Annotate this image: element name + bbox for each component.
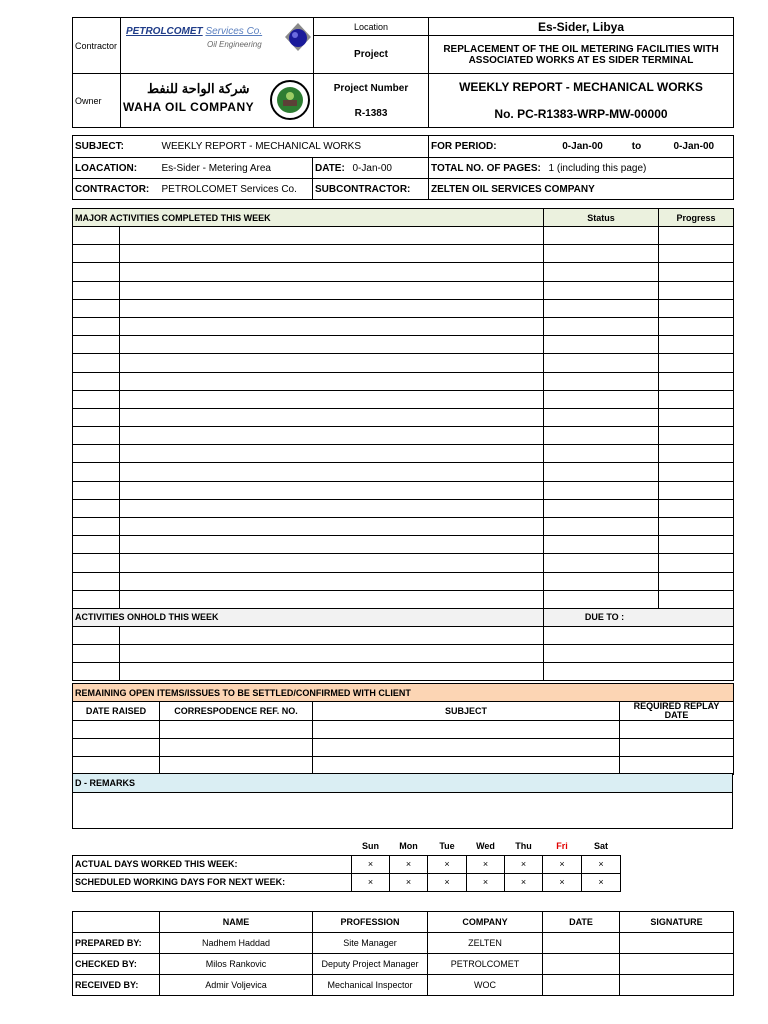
activity-status-cell[interactable] — [544, 390, 659, 408]
activity-status-cell[interactable] — [544, 317, 659, 335]
activity-progress-cell[interactable] — [659, 408, 734, 426]
activity-no-cell[interactable] — [73, 427, 120, 445]
activity-row — [73, 408, 734, 426]
period-label: FOR PERIOD: — [429, 136, 547, 158]
open-items-title: REMAINING OPEN ITEMS/ISSUES TO BE SETTLED/CONFIRMED WITH CLIENT — [73, 684, 734, 702]
col-subject: SUBJECT — [313, 702, 620, 721]
contractor-label: Contractor — [73, 18, 121, 74]
project-label: Project — [314, 36, 429, 74]
onhold-desc-cell[interactable] — [120, 644, 544, 662]
activity-no-cell[interactable] — [73, 590, 120, 608]
report-number: No. PC-R1383-WRP-MW-00000 — [494, 107, 668, 121]
activity-desc-cell[interactable] — [120, 554, 544, 572]
activity-no-cell[interactable] — [73, 263, 120, 281]
day-label-wed: Wed — [476, 840, 495, 851]
activity-progress-cell[interactable] — [659, 590, 734, 608]
pages-value: 1 (including this page) — [547, 158, 734, 179]
onhold-row — [73, 662, 734, 680]
activity-no-cell[interactable] — [73, 227, 120, 245]
activity-status-cell[interactable] — [544, 445, 659, 463]
project-number-value: R-1383 — [354, 107, 388, 119]
waha-emblem-icon — [269, 78, 311, 122]
onhold-due-cell[interactable] — [544, 644, 734, 662]
activity-progress-cell[interactable] — [659, 518, 734, 536]
activities-table — [72, 208, 734, 681]
activity-no-cell[interactable] — [73, 445, 120, 463]
onhold-row — [73, 644, 734, 662]
open-item-row — [73, 739, 734, 757]
activity-status-cell[interactable] — [544, 408, 659, 426]
activity-progress-cell[interactable] — [659, 536, 734, 554]
signature-company: WOC — [428, 975, 543, 996]
activity-progress-cell[interactable] — [659, 227, 734, 245]
open-item-reply-cell[interactable] — [620, 739, 734, 757]
activity-no-cell[interactable] — [73, 572, 120, 590]
col-signature: SIGNATURE — [620, 912, 734, 933]
activity-no-cell[interactable] — [73, 554, 120, 572]
signature-company: PETROLCOMET — [428, 954, 543, 975]
activity-status-cell[interactable] — [544, 463, 659, 481]
activity-status-cell[interactable] — [544, 281, 659, 299]
actual-days-label: ACTUAL DAYS WORKED THIS WEEK: — [73, 855, 352, 873]
activity-status-cell[interactable] — [544, 336, 659, 354]
open-item-subject-cell[interactable] — [313, 739, 620, 757]
remarks-table — [72, 773, 733, 829]
activity-no-cell[interactable] — [73, 299, 120, 317]
subject-value: WEEKLY REPORT - MECHANICAL WORKS — [160, 136, 429, 158]
col-profession: PROFESSION — [313, 912, 428, 933]
onhold-title: ACTIVITIES ONHOLD THIS WEEK — [73, 608, 544, 626]
col-correspondence-ref: CORRESPODENCE REF. NO. — [160, 702, 313, 721]
activity-row — [73, 518, 734, 536]
activity-no-cell[interactable] — [73, 281, 120, 299]
activity-progress-cell[interactable] — [659, 245, 734, 263]
activity-no-cell[interactable] — [73, 372, 120, 390]
period-to: 0-Jan-00 — [655, 136, 734, 158]
scheduled-day-mark-mon[interactable]: × — [390, 873, 428, 891]
activity-progress-cell[interactable] — [659, 390, 734, 408]
onhold-row — [73, 626, 734, 644]
activity-row — [73, 390, 734, 408]
activity-no-cell[interactable] — [73, 536, 120, 554]
remarks-field[interactable] — [73, 793, 733, 829]
owner-logo — [121, 74, 314, 128]
activity-status-cell[interactable] — [544, 354, 659, 372]
activity-no-cell[interactable] — [73, 408, 120, 426]
activity-row — [73, 445, 734, 463]
activity-progress-cell[interactable] — [659, 445, 734, 463]
open-item-subject-cell[interactable] — [313, 757, 620, 775]
activity-no-cell[interactable] — [73, 390, 120, 408]
period-from: 0-Jan-00 — [547, 136, 619, 158]
onhold-no-cell[interactable] — [73, 644, 120, 662]
activity-progress-cell[interactable] — [659, 336, 734, 354]
activity-row — [73, 590, 734, 608]
activity-row — [73, 336, 734, 354]
activity-progress-cell[interactable] — [659, 463, 734, 481]
activity-status-cell[interactable] — [544, 227, 659, 245]
activity-desc-cell[interactable] — [120, 299, 544, 317]
activity-row — [73, 572, 734, 590]
day-label-sun: Sun — [362, 840, 379, 851]
activity-desc-cell[interactable] — [120, 572, 544, 590]
activity-status-cell[interactable] — [544, 263, 659, 281]
activity-progress-cell[interactable] — [659, 281, 734, 299]
contractor-logo-name: PETROLCOMET — [126, 26, 203, 37]
subcontractor-value: ZELTEN OIL SERVICES COMPANY — [429, 179, 734, 200]
activity-no-cell[interactable] — [73, 499, 120, 517]
signature-name: Milos Rankovic — [160, 954, 313, 975]
actual-day-mark-sun[interactable]: × — [352, 855, 390, 873]
activity-status-cell[interactable] — [544, 590, 659, 608]
subcontractor-label: SUBCONTRACTOR: — [313, 179, 429, 200]
due-to-label: DUE TO : — [544, 608, 734, 626]
scheduled-day-mark-sat[interactable]: × — [582, 873, 621, 891]
days-table — [72, 837, 621, 892]
activity-row — [73, 536, 734, 554]
activity-status-cell[interactable] — [544, 499, 659, 517]
signature-role: PREPARED BY: — [73, 933, 160, 954]
signature-profession: Deputy Project Manager — [313, 954, 428, 975]
activity-desc-cell[interactable] — [120, 590, 544, 608]
activity-desc-cell[interactable] — [120, 354, 544, 372]
actual-day-mark-thu[interactable]: × — [505, 855, 543, 873]
activity-row — [73, 481, 734, 499]
col-required-reply-date: REQUIRED REPLAY DATE — [620, 702, 734, 721]
activity-desc-cell[interactable] — [120, 463, 544, 481]
open-item-reply-cell[interactable] — [620, 757, 734, 775]
signature-profession: Mechanical Inspector — [313, 975, 428, 996]
onhold-no-cell[interactable] — [73, 626, 120, 644]
contractor-logo-suffix: Services Co. — [205, 26, 263, 37]
activity-no-cell[interactable] — [73, 317, 120, 335]
onhold-no-cell[interactable] — [73, 662, 120, 680]
signature-row — [73, 933, 734, 954]
actual-day-mark-sat[interactable]: × — [582, 855, 621, 873]
scheduled-day-mark-sun[interactable]: × — [352, 873, 390, 891]
activity-desc-cell[interactable] — [120, 336, 544, 354]
contractor-logo — [121, 18, 314, 74]
contractor-logo-sub: Oil Engineering — [207, 40, 262, 49]
signature-name: Admir Voljevica — [160, 975, 313, 996]
open-item-ref-cell[interactable] — [160, 721, 313, 739]
day-label-thu: Thu — [515, 840, 532, 851]
date-value: 0-Jan-00 — [351, 158, 429, 179]
activity-status-cell[interactable] — [544, 518, 659, 536]
activity-progress-cell[interactable] — [659, 354, 734, 372]
activity-desc-cell[interactable] — [120, 245, 544, 263]
open-item-reply-cell[interactable] — [620, 721, 734, 739]
location-value: Es-Sider, Libya — [429, 18, 734, 36]
activity-row — [73, 317, 734, 335]
activity-desc-cell[interactable] — [120, 427, 544, 445]
activity-row — [73, 245, 734, 263]
major-activities-title: MAJOR ACTIVITIES COMPLETED THIS WEEK — [73, 209, 544, 227]
activity-status-cell[interactable] — [544, 427, 659, 445]
owner-logo-english: WAHA OIL COMPANY — [123, 100, 255, 114]
project-number-cell — [314, 74, 429, 128]
signature-date-cell[interactable] — [543, 933, 620, 954]
activity-desc-cell[interactable] — [120, 281, 544, 299]
contractor-info-label: CONTRACTOR: — [73, 179, 160, 200]
onhold-due-cell[interactable] — [544, 626, 734, 644]
scheduled-day-mark-wed[interactable]: × — [467, 873, 505, 891]
signature-name: Nadhem Haddad — [160, 933, 313, 954]
open-item-date-cell[interactable] — [73, 739, 160, 757]
open-item-ref-cell[interactable] — [160, 739, 313, 757]
open-item-date-cell[interactable] — [73, 757, 160, 775]
scheduled-day-mark-thu[interactable]: × — [505, 873, 543, 891]
signature-profession: Site Manager — [313, 933, 428, 954]
open-item-subject-cell[interactable] — [313, 721, 620, 739]
location-label: Location — [314, 18, 429, 36]
progress-header: Progress — [659, 209, 734, 227]
report-title: WEEKLY REPORT - MECHANICAL WORKS — [459, 80, 703, 94]
open-item-row — [73, 721, 734, 739]
activity-row — [73, 372, 734, 390]
activity-row — [73, 281, 734, 299]
col-date: DATE — [543, 912, 620, 933]
actual-day-mark-mon[interactable]: × — [390, 855, 428, 873]
activity-no-cell[interactable] — [73, 481, 120, 499]
activity-no-cell[interactable] — [73, 518, 120, 536]
activity-progress-cell[interactable] — [659, 263, 734, 281]
report-title-cell — [429, 74, 734, 128]
open-items-table — [72, 683, 734, 775]
day-label-sat: Sat — [593, 840, 608, 851]
owner-label: Owner — [73, 74, 121, 128]
signature-cell[interactable] — [620, 975, 734, 996]
status-header: Status — [544, 209, 659, 227]
activity-row — [73, 427, 734, 445]
activity-no-cell[interactable] — [73, 336, 120, 354]
activity-status-cell[interactable] — [544, 481, 659, 499]
open-item-date-cell[interactable] — [73, 721, 160, 739]
activity-desc-cell[interactable] — [120, 263, 544, 281]
activity-desc-cell[interactable] — [120, 481, 544, 499]
signature-cell[interactable] — [620, 954, 734, 975]
onhold-desc-cell[interactable] — [120, 626, 544, 644]
activity-desc-cell[interactable] — [120, 445, 544, 463]
activity-progress-cell[interactable] — [659, 372, 734, 390]
col-name: NAME — [160, 912, 313, 933]
signature-row — [73, 975, 734, 996]
signature-date-cell[interactable] — [543, 975, 620, 996]
activity-progress-cell[interactable] — [659, 299, 734, 317]
scheduled-day-mark-tue[interactable]: × — [428, 873, 467, 891]
day-label-tue: Tue — [439, 840, 455, 851]
signature-cell[interactable] — [620, 933, 734, 954]
activity-desc-cell[interactable] — [120, 408, 544, 426]
activity-desc-cell[interactable] — [120, 372, 544, 390]
scheduled-days-label: SCHEDULED WORKING DAYS FOR NEXT WEEK: — [73, 873, 352, 891]
actual-day-mark-fri[interactable]: × — [543, 855, 582, 873]
activity-status-cell[interactable] — [544, 536, 659, 554]
activity-row — [73, 263, 734, 281]
info-table — [72, 135, 734, 200]
col-company: COMPANY — [428, 912, 543, 933]
header-table — [72, 17, 734, 128]
onhold-due-cell[interactable] — [544, 662, 734, 680]
activity-progress-cell[interactable] — [659, 554, 734, 572]
subject-label: SUBJECT: — [73, 136, 160, 158]
open-item-row — [73, 757, 734, 775]
activity-row — [73, 499, 734, 517]
activity-status-cell[interactable] — [544, 299, 659, 317]
activity-row — [73, 463, 734, 481]
activity-row — [73, 354, 734, 372]
signature-date-cell[interactable] — [543, 954, 620, 975]
activity-row — [73, 227, 734, 245]
period-to-label: to — [619, 136, 655, 158]
contractor-info-value: PETROLCOMET Services Co. — [160, 179, 313, 200]
project-value: REPLACEMENT OF THE OIL METERING FACILITIES WITH ASSOCIATED WORKS AT ES SIDER TERMINAL — [429, 36, 734, 74]
signature-role: RECEIVED BY: — [73, 975, 160, 996]
open-item-ref-cell[interactable] — [160, 757, 313, 775]
activity-no-cell[interactable] — [73, 245, 120, 263]
pages-label: TOTAL NO. OF PAGES: — [429, 158, 547, 179]
signature-company: ZELTEN — [428, 933, 543, 954]
activity-desc-cell[interactable] — [120, 227, 544, 245]
actual-day-mark-wed[interactable]: × — [467, 855, 505, 873]
activity-status-cell[interactable] — [544, 245, 659, 263]
day-label-fri: Fri — [556, 840, 568, 851]
activity-status-cell[interactable] — [544, 572, 659, 590]
activity-desc-cell[interactable] — [120, 536, 544, 554]
oil-drop-logo-icon — [283, 21, 313, 53]
activity-row — [73, 554, 734, 572]
activity-status-cell[interactable] — [544, 554, 659, 572]
activity-progress-cell[interactable] — [659, 317, 734, 335]
scheduled-day-mark-fri[interactable]: × — [543, 873, 582, 891]
owner-logo-arabic: شركة الواحة للنفط — [147, 81, 250, 96]
date-label: DATE: — [313, 158, 351, 179]
actual-day-mark-tue[interactable]: × — [428, 855, 467, 873]
activity-progress-cell[interactable] — [659, 572, 734, 590]
activity-desc-cell[interactable] — [120, 518, 544, 536]
activity-progress-cell[interactable] — [659, 427, 734, 445]
remarks-title: D - REMARKS — [73, 774, 733, 793]
activity-progress-cell[interactable] — [659, 499, 734, 517]
day-label-mon: Mon — [399, 840, 418, 851]
project-number-label: Project Number — [333, 82, 409, 94]
activity-desc-cell[interactable] — [120, 499, 544, 517]
onhold-desc-cell[interactable] — [120, 662, 544, 680]
col-date-raised: DATE RAISED — [73, 702, 160, 721]
activity-row — [73, 299, 734, 317]
signatures-table — [72, 911, 734, 996]
activity-status-cell[interactable] — [544, 372, 659, 390]
activity-desc-cell[interactable] — [120, 317, 544, 335]
location-info-value: Es-Sider - Metering Area — [160, 158, 313, 179]
signature-row — [73, 954, 734, 975]
signature-role: CHECKED BY: — [73, 954, 160, 975]
activity-no-cell[interactable] — [73, 463, 120, 481]
location-info-label: LOACATION: — [73, 158, 160, 179]
activity-no-cell[interactable] — [73, 354, 120, 372]
activity-desc-cell[interactable] — [120, 390, 544, 408]
activity-progress-cell[interactable] — [659, 481, 734, 499]
